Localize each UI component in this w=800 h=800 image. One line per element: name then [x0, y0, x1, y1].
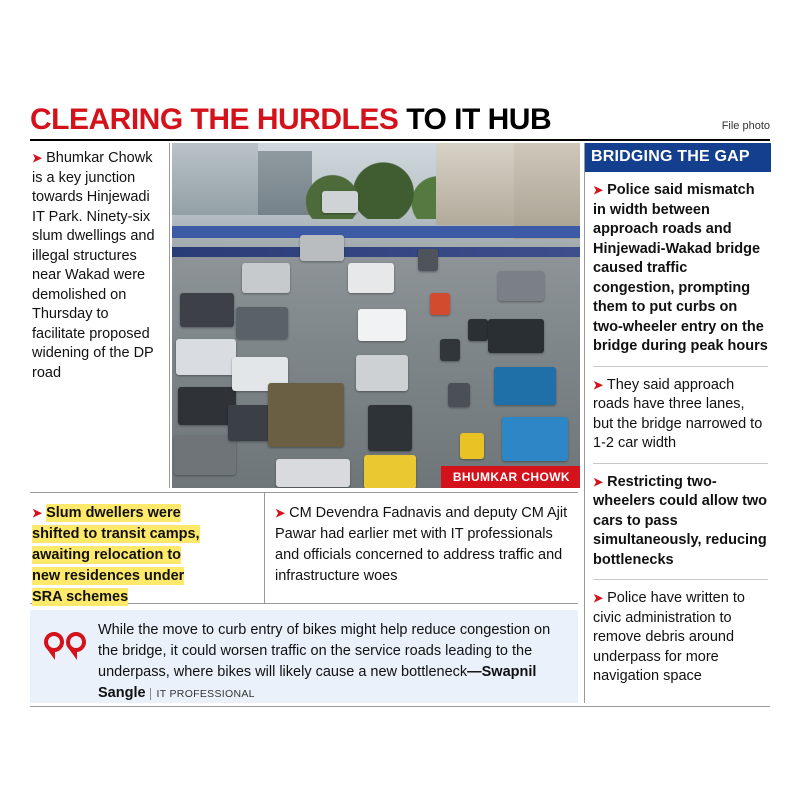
panel-title: BRIDGING THE GAP	[585, 143, 771, 172]
panel-item-text: Police have written to civic administration to remove debris around underpass for more navigation space	[593, 590, 745, 684]
photo-vehicle	[356, 355, 408, 391]
photo-two-wheeler	[460, 433, 484, 459]
photo-vehicle	[502, 417, 568, 461]
photo-building-right-2	[514, 143, 580, 239]
bullet-arrow-icon: ➤	[593, 183, 604, 197]
highlight-line-4: new residences under	[32, 568, 185, 584]
bridging-the-gap-panel	[584, 143, 770, 703]
quote-mark-tail-right	[69, 649, 77, 660]
photo-building-left	[172, 143, 258, 215]
page-title	[30, 104, 770, 136]
photo-vehicle	[242, 263, 290, 293]
quote-text: While the move to curb entry of bikes might help reduce congestion on the bridge, it could worsen traffic on the service roads leading to the underpass, where bikes will likely cause a new bottleneck	[98, 622, 551, 680]
highlight-line-3: awaiting relocation to	[32, 547, 182, 563]
photo-vehicle	[276, 459, 350, 487]
photo-vehicle	[358, 309, 406, 341]
left-blurb-column	[30, 143, 170, 488]
quote-text-wrap	[98, 620, 566, 705]
panel-item	[593, 172, 770, 366]
headline-red: CLEARING THE HURDLES	[30, 103, 399, 136]
quote-box	[30, 610, 578, 703]
photo-vehicle	[494, 367, 556, 405]
photo-auto	[368, 405, 412, 451]
highlight-line-2: shifted to transit camps,	[32, 526, 200, 542]
photo-two-wheeler	[468, 319, 488, 341]
cm-note-text: CM Devendra Fadnavis and deputy CM Ajit Pawar had earlier met with IT professionals and officials concerned to address traffic and infrastructure woes	[275, 505, 568, 584]
photo-vehicle	[174, 435, 236, 475]
photo-vehicle	[348, 263, 394, 293]
highlight-text	[32, 503, 254, 608]
highlight-line-5: SRA schemes	[32, 589, 129, 605]
header	[30, 104, 770, 138]
file-photo-credit: File photo	[721, 120, 770, 132]
panel-item	[593, 367, 770, 463]
photo-truck	[268, 383, 344, 447]
photo-auto	[364, 455, 416, 488]
quote-mark-icon	[44, 632, 86, 662]
cm-note	[275, 493, 575, 603]
quote-mark-tail-left	[47, 649, 55, 660]
lower-strip	[30, 492, 578, 604]
photo-caption: BHUMKAR CHOWK	[441, 466, 580, 488]
photo-two-wheeler	[430, 293, 450, 315]
photo-vehicle	[180, 293, 234, 327]
photo-vehicle	[300, 235, 344, 261]
photo-vehicle	[322, 191, 358, 213]
panel-item-text: They said approach roads have three lanes, but the bridge narrowed to 1-2 car width	[593, 376, 763, 451]
left-blurb-text-wrap	[32, 149, 161, 383]
header-divider	[30, 139, 770, 141]
photo-vehicle	[498, 271, 544, 301]
panel-item	[593, 464, 770, 580]
photo-road-divider	[172, 247, 580, 257]
bullet-arrow-icon: ➤	[593, 591, 604, 605]
panel-item-text: Restricting two-wheelers could allow two cars to pass simultaneously, reducing bottlenecks	[593, 473, 768, 568]
bullet-arrow-icon: ➤	[32, 506, 43, 520]
bullet-arrow-icon: ➤	[593, 377, 604, 392]
slum-dwellers-highlight	[30, 493, 265, 603]
bullet-arrow-icon: ➤	[275, 506, 286, 520]
headline-black: TO IT HUB	[406, 103, 552, 136]
left-blurb-text: Bhumkar Chowk is a key junction towards Hinjewadi IT Park. Ninety-six slum dwellings and illegal structures near Wakad were demolished on Thursday to facilitate proposed widening of the DP road	[32, 150, 155, 381]
quote-author-role: IT PROFESSIONAL	[150, 688, 255, 700]
panel-item	[593, 580, 770, 696]
panel-item-text: Police said mismatch in width between approach roads and Hinjewadi-Wakad bridge caused traffic congestion, prompting them to put curbs on two-wheeler entry on the bridge during peak hours	[593, 182, 768, 354]
footer-divider	[30, 706, 770, 707]
photo-vehicle	[176, 339, 236, 375]
photo-building-right-1	[436, 143, 514, 225]
bullet-arrow-icon: ➤	[32, 151, 43, 165]
bullet-arrow-icon: ➤	[593, 474, 604, 489]
photo-two-wheeler	[440, 339, 460, 361]
traffic-photo	[172, 143, 580, 488]
highlight-line-1: Slum dwellers were	[46, 505, 181, 521]
photo-vehicle	[488, 319, 544, 353]
photo-two-wheeler	[448, 383, 470, 407]
photo-vehicle	[236, 307, 288, 339]
photo-two-wheeler	[418, 249, 438, 271]
quote-author: —Swapnil Sangle	[98, 664, 537, 701]
photo-road-median	[172, 226, 580, 238]
